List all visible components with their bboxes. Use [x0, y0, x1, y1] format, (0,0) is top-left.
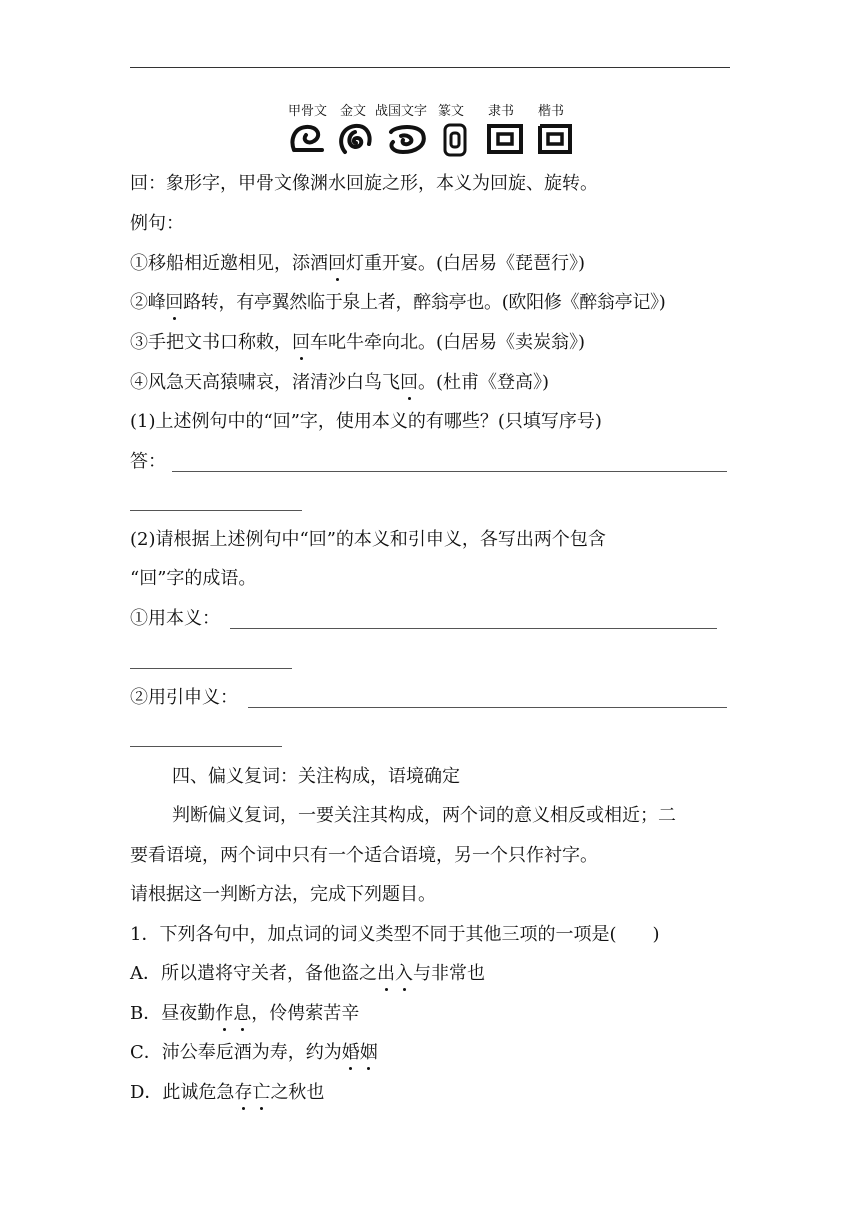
answer-blank[interactable] — [172, 471, 727, 472]
section-heading: 四、偏义复词：关注构成，语境确定 — [172, 766, 460, 787]
item-1-blank[interactable] — [230, 628, 717, 629]
option-d[interactable] — [130, 1081, 324, 1105]
header-rule — [130, 67, 730, 68]
oracle-bone-glyph — [288, 122, 328, 156]
dotted-word: 出入 — [377, 963, 413, 984]
example-text: 。(杜甫《登高》) — [418, 372, 550, 393]
script-label: 楷书 — [538, 104, 565, 119]
example-text: 路转，有亭翼然临于泉上者，醉翁亭也。(欧阳修《醉翁亭记》) — [183, 292, 666, 313]
item-2-blank-continued[interactable] — [130, 746, 282, 747]
option-text: ，伶俜萦苦辛 — [251, 1003, 360, 1024]
answer-label: 答： — [130, 451, 166, 472]
script-evolution — [280, 100, 580, 156]
script-label: 甲骨文 — [288, 104, 328, 119]
option-text: 之秋也 — [270, 1082, 325, 1103]
example-text: ②峰 — [130, 292, 166, 313]
item-1-blank-continued[interactable] — [130, 668, 292, 669]
example-text: ③手把文书口称敕， — [130, 332, 292, 353]
warring-states-glyph — [385, 122, 429, 156]
section-paragraph-line-1: 判断偏义复词，一要关注其构成，两个词的意义相反或相近；二 — [172, 805, 676, 826]
script-label: 战国文字 — [375, 104, 428, 119]
example-2 — [130, 291, 665, 315]
mcq-stem: 1．下列各句中，加点词的词义类型不同于其他三项的一项是( ) — [130, 924, 660, 945]
instruction-text: 请根据这一判断方法，完成下列题目。 — [130, 884, 436, 905]
question-1: (1)上述例句中的“回”字，使用本义的有哪些？(只填写序号) — [130, 411, 602, 432]
option-text: B．昼夜勤 — [130, 1003, 216, 1024]
example-1 — [130, 252, 585, 276]
question-2-line-2: “回”字的成语。 — [130, 568, 257, 589]
dotted-word: 婚姻 — [341, 1042, 378, 1063]
bronze-glyph — [335, 122, 375, 156]
option-text: D．此诚危急 — [130, 1082, 235, 1103]
item-1-label: ①用本义： — [130, 608, 220, 629]
option-c[interactable] — [130, 1041, 378, 1065]
regular-glyph — [535, 122, 575, 156]
section-paragraph-line-2: 要看语境，两个词中只有一个适合语境，另一个只作衬字。 — [130, 845, 598, 866]
seal-glyph — [440, 122, 470, 158]
item-2-label: ②用引申义： — [130, 687, 238, 708]
examples-heading: 例句： — [130, 213, 184, 234]
option-text: A．所以遣将守关者，备他盗之 — [130, 963, 377, 984]
dotted-character: 回 — [328, 253, 346, 274]
dotted-character: 回 — [292, 332, 310, 353]
example-text: 灯重开宴。(白居易《琵琶行》) — [346, 253, 586, 274]
option-b[interactable] — [130, 1002, 359, 1026]
question-2-line-1: (2)请根据上述例句中“回”的本义和引申义，各写出两个包含 — [130, 529, 606, 550]
dotted-word: 存亡 — [234, 1082, 271, 1103]
option-text: 与非常也 — [413, 963, 485, 984]
dotted-character: 回 — [400, 372, 418, 393]
example-3 — [130, 331, 585, 355]
example-4 — [130, 371, 549, 395]
option-a[interactable] — [130, 962, 485, 986]
dotted-word: 作息 — [215, 1003, 252, 1024]
example-text: ①移船相近邀相见，添酒 — [130, 253, 328, 274]
script-label: 金文 — [340, 104, 367, 119]
example-text: 车叱牛牵向北。(白居易《卖炭翁》) — [310, 332, 586, 353]
answer-blank-continued[interactable] — [130, 510, 302, 511]
script-label: 篆文 — [438, 104, 465, 119]
script-label: 隶书 — [488, 104, 515, 119]
clerical-glyph — [485, 122, 525, 156]
option-text: C．沛公奉卮酒为寿，约为 — [130, 1042, 342, 1063]
example-text: ④风急天高猿啸哀，渚清沙白鸟飞 — [130, 372, 400, 393]
item-2-blank[interactable] — [248, 707, 727, 708]
dotted-character: 回 — [165, 292, 184, 313]
definition-text: 回：象形字，甲骨文像渊水回旋之形，本义为回旋、旋转。 — [130, 173, 598, 194]
